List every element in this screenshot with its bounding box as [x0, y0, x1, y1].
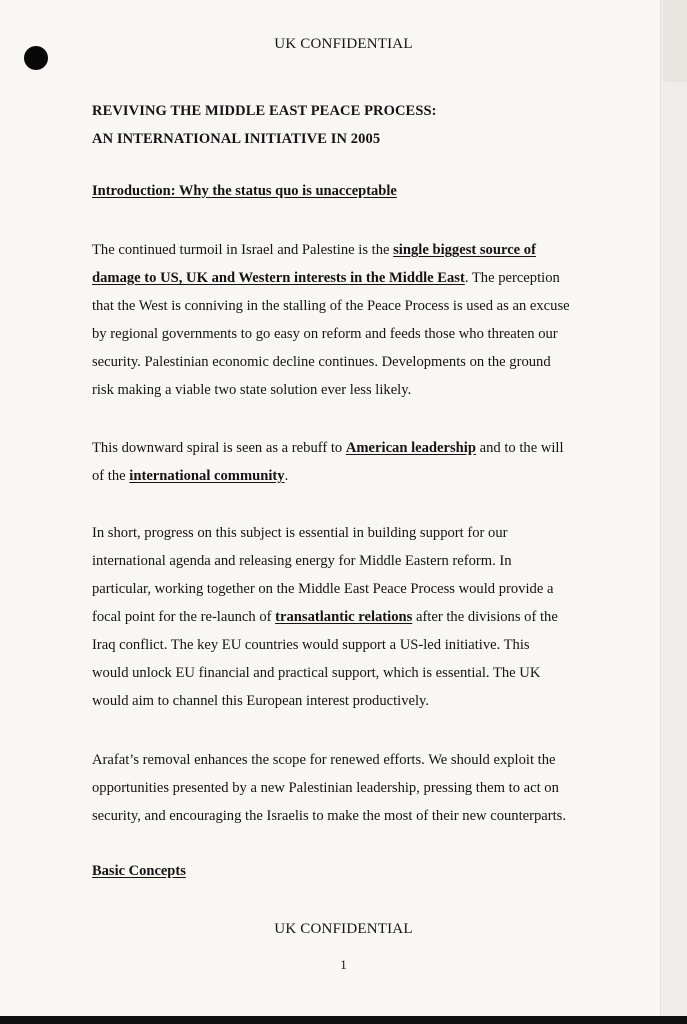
text-span: focal point for the re-launch of [92, 609, 276, 625]
emphasis-span: damage to US, UK and Western interests in the Middle East [92, 270, 465, 286]
paragraph-line [92, 434, 642, 462]
paragraph-line: by regional governments to go easy on reform and feeds those who threaten our [92, 326, 558, 342]
text-span: The continued turmoil in Israel and Palestine is the [92, 242, 394, 258]
paragraph-line: international agenda and releasing energy for Middle Eastern reform. In [92, 553, 512, 569]
section-heading-basic-concepts: Basic Concepts [92, 863, 186, 879]
paragraph-line: Arafat’s removal enhances the scope for renewed efforts. We should exploit the [92, 752, 556, 768]
paragraph-line: particular, working together on the Middle East Peace Process would provide a [92, 581, 554, 597]
paragraph-line: would unlock EU financial and practical support, which is essential. The UK [92, 665, 541, 681]
paragraph-line: Iraq conflict. The key EU countries would support a US-led initiative. This [92, 637, 530, 653]
paragraph-1 [92, 236, 642, 404]
text-span: after the divisions of the [412, 609, 558, 625]
emphasis-span: American leadership [345, 440, 476, 456]
title-line-2: AN INTERNATIONAL INITIATIVE IN 2005 [92, 131, 381, 147]
text-span: of the [92, 468, 130, 484]
title-line-1: REVIVING THE MIDDLE EAST PEACE PROCESS: [92, 103, 437, 119]
paragraph-line [92, 462, 642, 490]
scan-bottom-edge [0, 1016, 687, 1024]
paragraph-line [92, 603, 642, 631]
paragraph-line: opportunities presented by a new Palestinian leadership, pressing them to act on [92, 780, 559, 796]
emphasis-span: single biggest source of [393, 242, 536, 258]
paragraph-line: that the West is conniving in the stalling of the Peace Process is used as an excuse [92, 298, 570, 314]
text-span: This downward spiral is seen as a rebuff to [92, 440, 346, 456]
paragraph-3 [92, 519, 642, 715]
scan-edge-strip [660, 0, 687, 1016]
paragraph-line [92, 236, 642, 264]
page-number: 1 [340, 957, 347, 972]
paragraph-line: would aim to channel this European interest productively. [92, 693, 430, 709]
paragraph-line: security. Palestinian economic decline continues. Developments on the ground [92, 354, 551, 370]
text-span: and to the will [475, 440, 564, 456]
paragraph-2 [92, 434, 642, 490]
text-span: . The perception [464, 270, 560, 286]
document-title [92, 97, 437, 153]
footer-classification: UK CONFIDENTIAL [274, 921, 413, 937]
section-heading-introduction: Introduction: Why the status quo is unacceptable [92, 183, 397, 199]
paragraph-4 [92, 746, 642, 830]
paragraph-line [92, 264, 642, 292]
header-classification: UK CONFIDENTIAL [274, 36, 413, 52]
paragraph-line: security, and encouraging the Israelis to make the most of their new counterparts. [92, 808, 567, 824]
paragraph-line: risk making a viable two state solution ever less likely. [92, 382, 412, 398]
paragraph-line: In short, progress on this subject is essential in building support for our [92, 525, 508, 541]
text-span: . [284, 468, 289, 484]
emphasis-span: international community [129, 468, 285, 484]
emphasis-span: transatlantic relations [275, 609, 413, 625]
